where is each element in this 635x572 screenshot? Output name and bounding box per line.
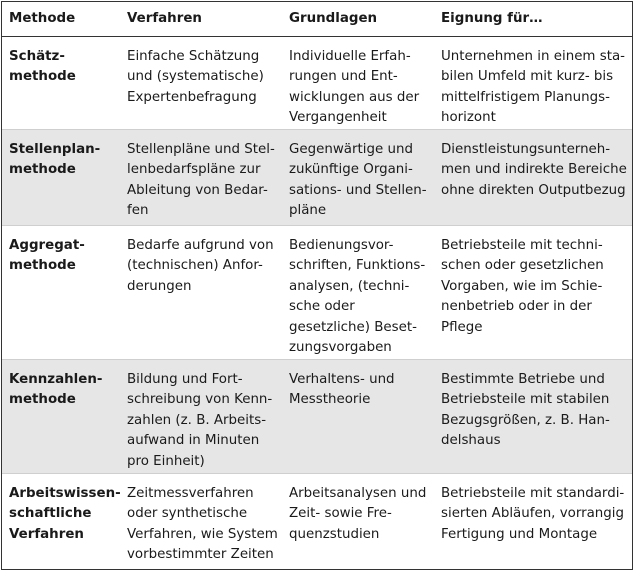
header-methode: Methode [9, 11, 76, 26]
cell-eignung: Bestimmte Betriebe und Betriebsteile mit stabilen Bezugsgrößen, z. B. Han- delshaus [441, 371, 610, 448]
cell-grundlagen: Gegenwärtige und zukünftige Organi- sations- und Stellen- pläne [289, 141, 427, 218]
cell-methode: Schätz- methode [9, 48, 76, 84]
table-row [2, 359, 633, 473]
cell-verfahren: Einfache Schätzung und (systematische) Expertenbefragung [127, 48, 264, 105]
cell-grundlagen: Arbeitsanalysen und Zeit- sowie Fre- quenzstudien [289, 485, 427, 542]
cell-verfahren: Stellenpläne und Stel- lenbedarfspläne zur Ableitung von Bedar- fen [127, 141, 275, 218]
table-row [2, 129, 633, 225]
cell-verfahren: Bedarfe aufgrund von (technischen) Anfor- derungen [127, 237, 274, 294]
cell-eignung: Betriebsteile mit techni- schen oder gesetzlichen Vorgaben, wie im Schie- nenbetrieb oder in der Pflege [441, 237, 604, 335]
header-verfahren: Verfahren [127, 11, 202, 26]
cell-grundlagen: Bedienungsvor- schriften, Funktions- analysen, (techni- sche oder gesetzliche) Beset- zungsvorgaben [289, 237, 426, 355]
cell-eignung: Dienstleistungsunterneh- men und indirekte Bereiche ohne direkten Outputbezug [441, 141, 627, 198]
cell-verfahren: Zeitmessverfahren oder synthetische Verfahren, wie System vorbestimmter Zeiten [127, 485, 278, 562]
methods-table [2, 2, 633, 570]
table-row [2, 36, 633, 129]
methods-table-container [1, 1, 633, 570]
cell-grundlagen: Verhaltens- und Messtheorie [289, 371, 395, 407]
cell-methode: Arbeitswissen- schaftliche Verfahren [9, 485, 121, 542]
cell-methode: Kennzahlen- methode [9, 371, 103, 407]
cell-methode: Aggregat- methode [9, 237, 85, 273]
table-body [2, 36, 633, 570]
cell-eignung: Unternehmen in einem sta- bilen Umfeld mit kurz- bis mittelfristigem Planungs- horizont [441, 48, 625, 125]
header-row [2, 2, 633, 36]
table-row [2, 225, 633, 359]
cell-eignung: Betriebsteile mit standardi- sierten Abläufen, vorrangig Fertigung und Montage [441, 485, 625, 542]
header-eignung: Eignung für… [441, 11, 543, 26]
cell-methode: Stellenplan- methode [9, 141, 101, 177]
table-row [2, 473, 633, 570]
cell-grundlagen: Individuelle Erfah- rungen und Ent- wicklungen aus der Vergangenheit [289, 48, 420, 125]
header-grundlagen: Grundlagen [289, 11, 378, 26]
table-header [2, 2, 633, 36]
cell-verfahren: Bildung und Fort- schreibung von Kenn- zahlen (z. B. Arbeits- aufwand in Minuten pro Einheit) [127, 371, 273, 469]
